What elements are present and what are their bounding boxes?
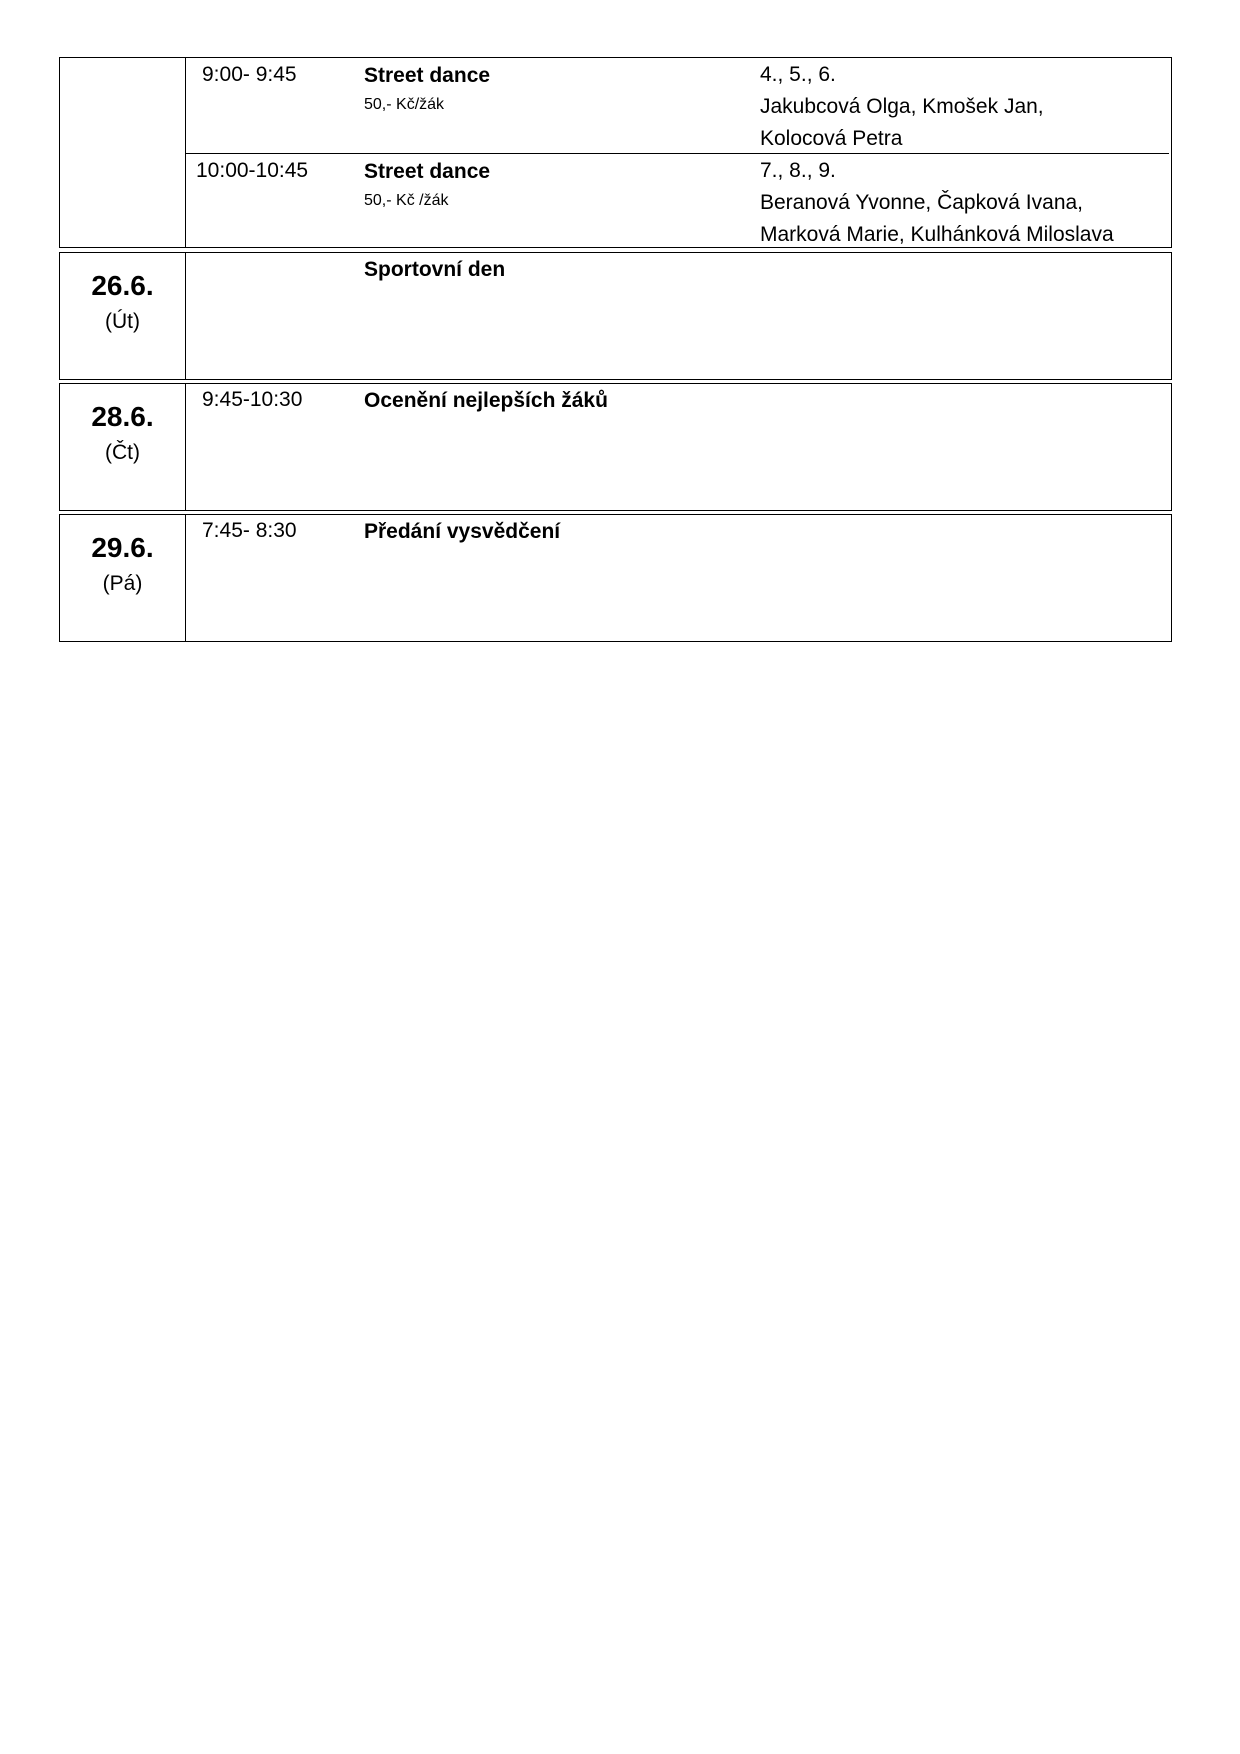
schedule-block-29-6 <box>59 514 1172 642</box>
row-teachers-line2: Marková Marie, Kulhánková Miloslava <box>760 223 1114 246</box>
row-teachers-line1: Beranová Yvonne, Čapková Ivana, <box>760 191 1084 214</box>
date-column <box>60 384 186 510</box>
date-label: 29.6. <box>91 532 154 563</box>
row-price: 50,- Kč/žák <box>364 96 445 113</box>
date-column-empty <box>60 58 186 247</box>
row-title: Street dance <box>364 160 491 183</box>
weekday-label: (Čt) <box>105 441 140 464</box>
row-time: 10:00-10:45 <box>196 159 309 182</box>
row-grades: 7., 8., 9. <box>760 159 836 182</box>
row-teachers-line2: Kolocová Petra <box>760 127 903 150</box>
row-grades: 4., 5., 6. <box>760 63 836 86</box>
event-time: 9:45-10:30 <box>202 388 303 411</box>
event-title: Ocenění nejlepších žáků <box>364 389 608 412</box>
weekday-label: (Út) <box>105 310 140 333</box>
row-info <box>760 59 1044 155</box>
row-teachers-line1: Jakubcová Olga, Kmošek Jan, <box>760 95 1044 118</box>
date-label: 26.6. <box>91 270 154 301</box>
event-title: Předání vysvědčení <box>364 520 561 543</box>
schedule-block-street-dance <box>59 57 1172 248</box>
event-time: 7:45- 8:30 <box>202 519 297 542</box>
row-title: Street dance <box>364 64 491 87</box>
schedule-block-28-6 <box>59 383 1172 511</box>
event-title: Sportovní den <box>364 258 506 281</box>
date-column <box>60 515 186 641</box>
weekday-label: (Pá) <box>102 572 143 595</box>
row-divider <box>185 153 1169 154</box>
row-price: 50,- Kč /žák <box>364 192 449 209</box>
row-time: 9:00- 9:45 <box>202 63 297 86</box>
date-column <box>60 253 186 379</box>
date-label: 28.6. <box>91 401 154 432</box>
schedule-block-26-6 <box>59 252 1172 380</box>
row-info <box>760 155 1114 251</box>
